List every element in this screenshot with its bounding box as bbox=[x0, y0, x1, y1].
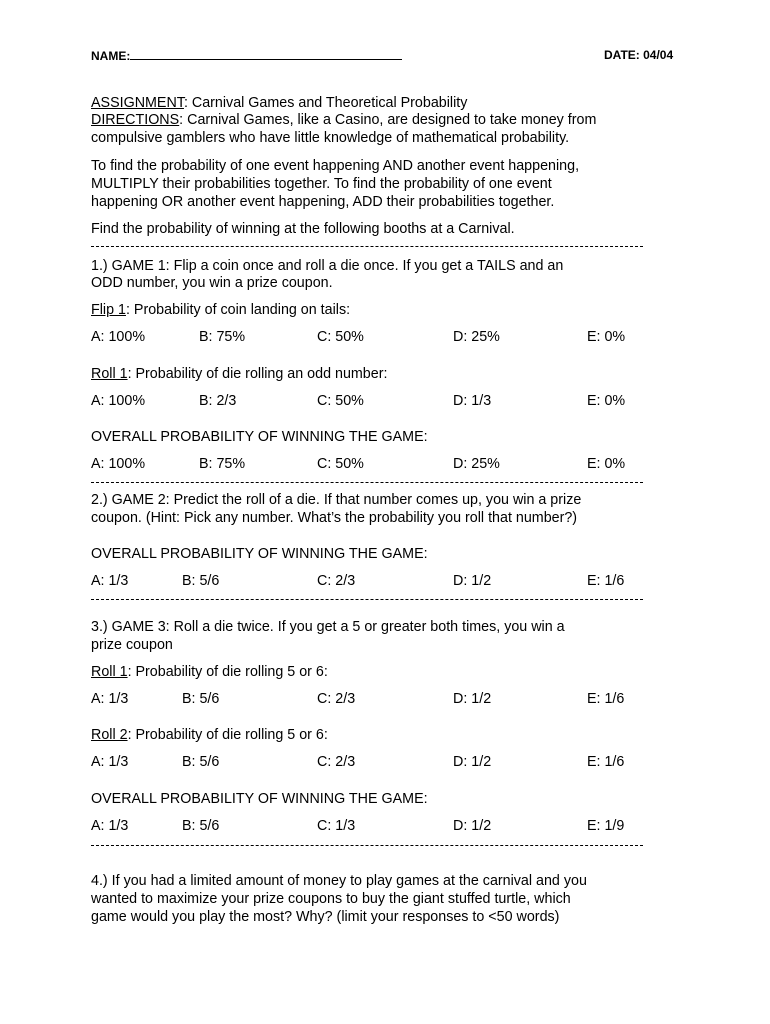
flip1-text: : Probability of coin landing on tails: bbox=[125, 302, 351, 318]
game3-overall-label: OVERALL PROBABILITY OF WINNING THE GAME: bbox=[91, 791, 428, 807]
choice-b[interactable]: B: 2/3 bbox=[199, 393, 237, 409]
instruction-text: Find the probability of winning at the following booths at a Carnival. bbox=[91, 221, 515, 237]
choice-e[interactable]: E: 0% bbox=[587, 456, 626, 472]
choice-e[interactable]: E: 1/6 bbox=[587, 691, 625, 707]
game1-overall-label: OVERALL PROBABILITY OF WINNING THE GAME: bbox=[91, 429, 428, 445]
choice-c[interactable]: C: 1/3 bbox=[317, 818, 356, 834]
game1-line-1: 1.) GAME 1: Flip a coin once and roll a die once. If you get a TAILS and an bbox=[91, 258, 564, 274]
choice-c[interactable]: C: 2/3 bbox=[317, 754, 356, 770]
choice-c[interactable]: C: 50% bbox=[317, 329, 364, 345]
divider bbox=[91, 845, 643, 846]
choice-d[interactable]: D: 1/2 bbox=[453, 818, 492, 834]
choice-d[interactable]: D: 1/2 bbox=[453, 754, 492, 770]
name-blank-line[interactable] bbox=[130, 48, 402, 60]
roll1-text: : Probability of die rolling an odd number: bbox=[127, 366, 388, 382]
choice-e[interactable]: E: 1/6 bbox=[587, 754, 625, 770]
choice-b[interactable]: B: 5/6 bbox=[182, 573, 220, 589]
name-label: NAME: bbox=[91, 49, 131, 63]
directions-line-1 bbox=[91, 111, 675, 129]
choice-b[interactable]: B: 75% bbox=[199, 456, 246, 472]
game3-roll2-choices bbox=[91, 753, 651, 771]
choice-c[interactable]: C: 50% bbox=[317, 393, 364, 409]
game3-roll2-text: : Probability of die rolling 5 or 6: bbox=[127, 727, 328, 743]
choice-b[interactable]: B: 5/6 bbox=[182, 691, 220, 707]
roll1-label: Roll 1 bbox=[91, 366, 128, 382]
roll1-question bbox=[91, 365, 675, 383]
question4-line-3: game would you play the most? Why? (limit your responses to <50 words) bbox=[91, 909, 560, 925]
choice-d[interactable]: D: 1/3 bbox=[453, 393, 492, 409]
choice-a[interactable]: A: 1/3 bbox=[91, 573, 129, 589]
choice-c[interactable]: C: 50% bbox=[317, 456, 364, 472]
date-label: DATE: 04/04 bbox=[604, 48, 674, 62]
assignment-label: ASSIGNMENT bbox=[91, 95, 184, 111]
choice-d[interactable]: D: 1/2 bbox=[453, 691, 492, 707]
roll1-choices bbox=[91, 392, 651, 410]
game2-line-1: 2.) GAME 2: Predict the roll of a die. If that number comes up, you win a prize bbox=[91, 492, 582, 508]
directions-label: DIRECTIONS bbox=[91, 112, 180, 128]
rule-line-1: To find the probability of one event happening AND another event happening, bbox=[91, 158, 580, 174]
choice-e[interactable]: E: 0% bbox=[587, 393, 626, 409]
game1-line-2: ODD number, you win a prize coupon. bbox=[91, 275, 333, 291]
choice-a[interactable]: A: 100% bbox=[91, 393, 146, 409]
choice-a[interactable]: A: 1/3 bbox=[91, 818, 129, 834]
choice-a[interactable]: A: 1/3 bbox=[91, 691, 129, 707]
question4-line-1: 4.) If you had a limited amount of money to play games at the carnival and you bbox=[91, 873, 587, 889]
rule-line-2: MULTIPLY their probabilities together. To find the probability of one event bbox=[91, 176, 552, 192]
directions-text: : Carnival Games, like a Casino, are designed to take money from bbox=[179, 112, 597, 128]
question4-line-2: wanted to maximize your prize coupons to buy the giant stuffed turtle, which bbox=[91, 891, 571, 907]
divider bbox=[91, 246, 643, 247]
game2-overall-choices bbox=[91, 572, 651, 590]
flip1-choices bbox=[91, 328, 651, 346]
game3-roll2-question bbox=[91, 726, 675, 744]
flip1-question bbox=[91, 301, 675, 319]
directions-line-2: compulsive gamblers who have little knowledge of mathematical probability. bbox=[91, 130, 570, 146]
name-field[interactable] bbox=[91, 48, 402, 63]
choice-b[interactable]: B: 75% bbox=[199, 329, 246, 345]
choice-e[interactable]: E: 0% bbox=[587, 329, 626, 345]
game3-roll1-question bbox=[91, 663, 675, 681]
choice-a[interactable]: A: 100% bbox=[91, 456, 146, 472]
choice-a[interactable]: A: 100% bbox=[91, 329, 146, 345]
choice-e[interactable]: E: 1/6 bbox=[587, 573, 625, 589]
choice-d[interactable]: D: 25% bbox=[453, 456, 500, 472]
choice-c[interactable]: C: 2/3 bbox=[317, 691, 356, 707]
divider bbox=[91, 482, 643, 483]
game3-overall-choices bbox=[91, 817, 651, 835]
choice-b[interactable]: B: 5/6 bbox=[182, 754, 220, 770]
game3-roll1-text: : Probability of die rolling 5 or 6: bbox=[127, 664, 328, 680]
game2-overall-label: OVERALL PROBABILITY OF WINNING THE GAME: bbox=[91, 546, 428, 562]
assignment-line bbox=[91, 94, 675, 112]
game2-line-2: coupon. (Hint: Pick any number. What’s the probability you roll that number?) bbox=[91, 510, 578, 526]
game3-line-1: 3.) GAME 3: Roll a die twice. If you get a 5 or greater both times, you win a bbox=[91, 619, 565, 635]
game3-roll2-label: Roll 2 bbox=[91, 727, 128, 743]
rule-line-3: happening OR another event happening, ADD their probabilities together. bbox=[91, 194, 555, 210]
assignment-text: : Carnival Games and Theoretical Probability bbox=[183, 95, 468, 111]
game3-line-2: prize coupon bbox=[91, 637, 173, 653]
game3-roll1-choices bbox=[91, 690, 651, 708]
choice-c[interactable]: C: 2/3 bbox=[317, 573, 356, 589]
choice-e[interactable]: E: 1/9 bbox=[587, 818, 625, 834]
choice-a[interactable]: A: 1/3 bbox=[91, 754, 129, 770]
divider bbox=[91, 599, 643, 600]
game3-roll1-label: Roll 1 bbox=[91, 664, 128, 680]
flip1-label: Flip 1 bbox=[91, 302, 126, 318]
choice-d[interactable]: D: 25% bbox=[453, 329, 500, 345]
game1-overall-choices bbox=[91, 455, 651, 473]
choice-b[interactable]: B: 5/6 bbox=[182, 818, 220, 834]
choice-d[interactable]: D: 1/2 bbox=[453, 573, 492, 589]
